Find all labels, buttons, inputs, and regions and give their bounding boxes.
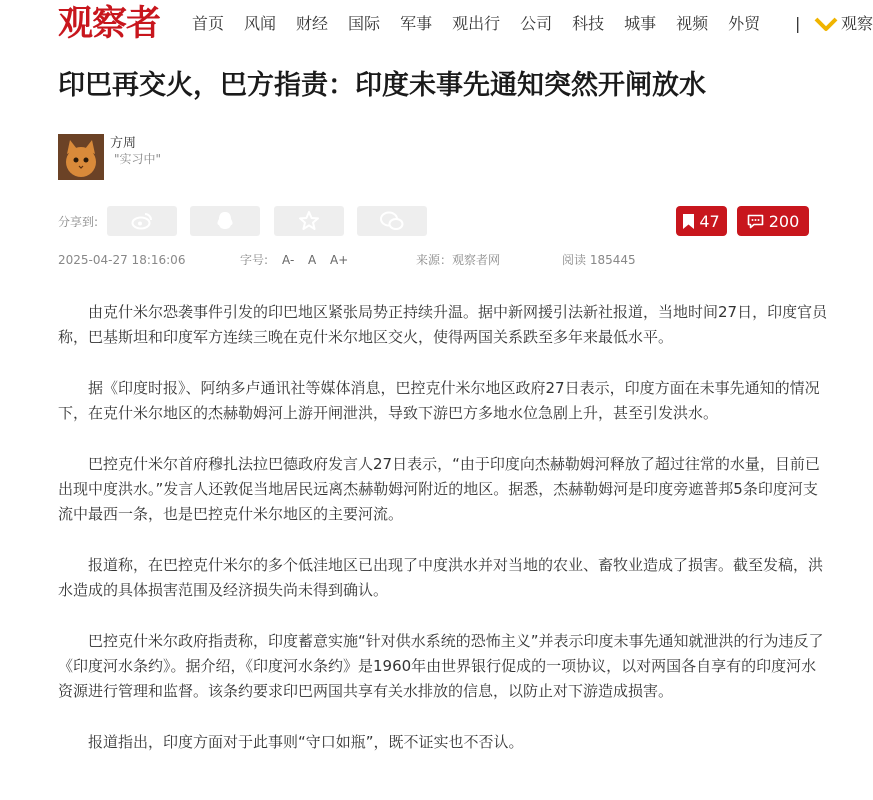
nav-item-tech[interactable]: 科技: [572, 14, 605, 33]
comment-count: 200: [768, 211, 800, 231]
wechat-icon: [380, 211, 404, 231]
share-label: 分享到:: [58, 215, 99, 229]
article-source: 来源：观察者网: [416, 253, 501, 267]
share-weibo-button[interactable]: [107, 206, 177, 236]
publish-datetime: 2025-04-27 18:16:06: [58, 253, 186, 267]
read-count: 阅读 185445: [562, 253, 636, 267]
font-size-increase[interactable]: A+: [330, 253, 349, 267]
article-paragraph: 由克什米尔恐袭事件引发的印巴地区紧张局势正持续升温。据中新网援引法新社报道，当地时间27日，印度官员称，巴基斯坦和印度军方连续三晚在克什米尔地区交火，使得两国关系跌至多年来最低水平。: [58, 303, 828, 346]
nav-item-guancha-app[interactable]: [815, 14, 873, 34]
qzone-star-icon: [299, 211, 319, 231]
chevron-logo-icon: [815, 17, 837, 31]
bookmark-icon: [683, 214, 694, 229]
site-logo[interactable]: 观察者: [58, 3, 161, 44]
comment-count-button[interactable]: [737, 206, 809, 236]
nav-item-video[interactable]: 视频: [676, 14, 709, 33]
article-title: 印巴再交火，巴方指责：印度未事先通知突然开闸放水: [58, 70, 706, 101]
nav-item-company[interactable]: 公司: [520, 14, 553, 33]
article-body: [58, 300, 830, 781]
bookmark-count-button[interactable]: [676, 206, 727, 236]
nav-item-city[interactable]: 城事: [624, 14, 657, 33]
article-paragraph: 报道称，在巴控克什米尔的多个低洼地区已出现了中度洪水并对当地的农业、畜牧业造成了损害。截至发稿，洪水造成的具体损害范围及经济损失尚未得到确认。: [58, 556, 824, 599]
nav-item-international[interactable]: 国际: [348, 14, 381, 33]
font-size-normal[interactable]: A: [308, 253, 317, 267]
author-status: "实习中": [114, 152, 162, 166]
comment-icon: [747, 214, 764, 229]
share-qzone-button[interactable]: [274, 206, 344, 236]
nav-item-finance[interactable]: 财经: [296, 14, 329, 33]
author-avatar[interactable]: [58, 134, 104, 180]
share-qq-button[interactable]: [190, 206, 260, 236]
article-paragraph: 巴控克什米尔政府指责称，印度蓄意实施“针对供水系统的恐怖主义”并表示印度未事先通知就泄洪的行为违反了《印度河水条约》。据介绍，《印度河水条约》是1960年由世界银行促成的一项协议，以对两国各自享有的印度河水资源进行管理和监督。该条约要求印巴两国共享有关水排放的信息，以防止对下游造成损害。: [58, 632, 824, 700]
share-wechat-button[interactable]: [357, 206, 427, 236]
nav-item-fengwen[interactable]: 风闻: [244, 14, 277, 33]
article-paragraph: 报道指出，印度方面对于此事则“守口如瓶”，既不证实也不否认。: [88, 733, 524, 751]
article-paragraph: 据《印度时报》、阿纳多卢通讯社等媒体消息，巴控克什米尔地区政府27日表示，印度方面在未事先通知的情况下，在克什米尔地区的杰赫勒姆河上游开闸泄洪，导致下游巴方多地水位急剧上升，甚至引发洪水。: [58, 379, 820, 422]
nav-item-military[interactable]: 军事: [400, 14, 433, 33]
site-header: [0, 0, 873, 48]
nav-item-trade[interactable]: 外贸: [728, 14, 761, 33]
nav-item-mobility[interactable]: 观出行: [452, 14, 501, 33]
bookmark-count: 47: [699, 211, 720, 231]
nav-extra-label: 观察: [841, 14, 873, 33]
nav-item-home[interactable]: 首页: [192, 14, 225, 33]
cat-avatar-icon: [58, 134, 104, 180]
nav-separator: |: [795, 14, 801, 33]
main-nav: [192, 14, 780, 34]
qq-icon: [216, 211, 234, 231]
font-size-decrease[interactable]: A-: [282, 253, 295, 267]
article-paragraph: 巴控克什米尔首府穆扎法拉巴德政府发言人27日表示，“由于印度向杰赫勒姆河释放了超过往常的水量，目前已出现中度洪水。”发言人还敦促当地居民远离杰赫勒姆河附近的地区。据悉，杰赫勒姆河是印度旁遮普邦5条印度河支流中最西一条，也是巴控克什米尔地区的主要河流。: [58, 455, 820, 523]
weibo-icon: [131, 212, 153, 230]
font-size-label: 字号:: [240, 253, 269, 267]
author-name[interactable]: 方周: [110, 136, 137, 151]
